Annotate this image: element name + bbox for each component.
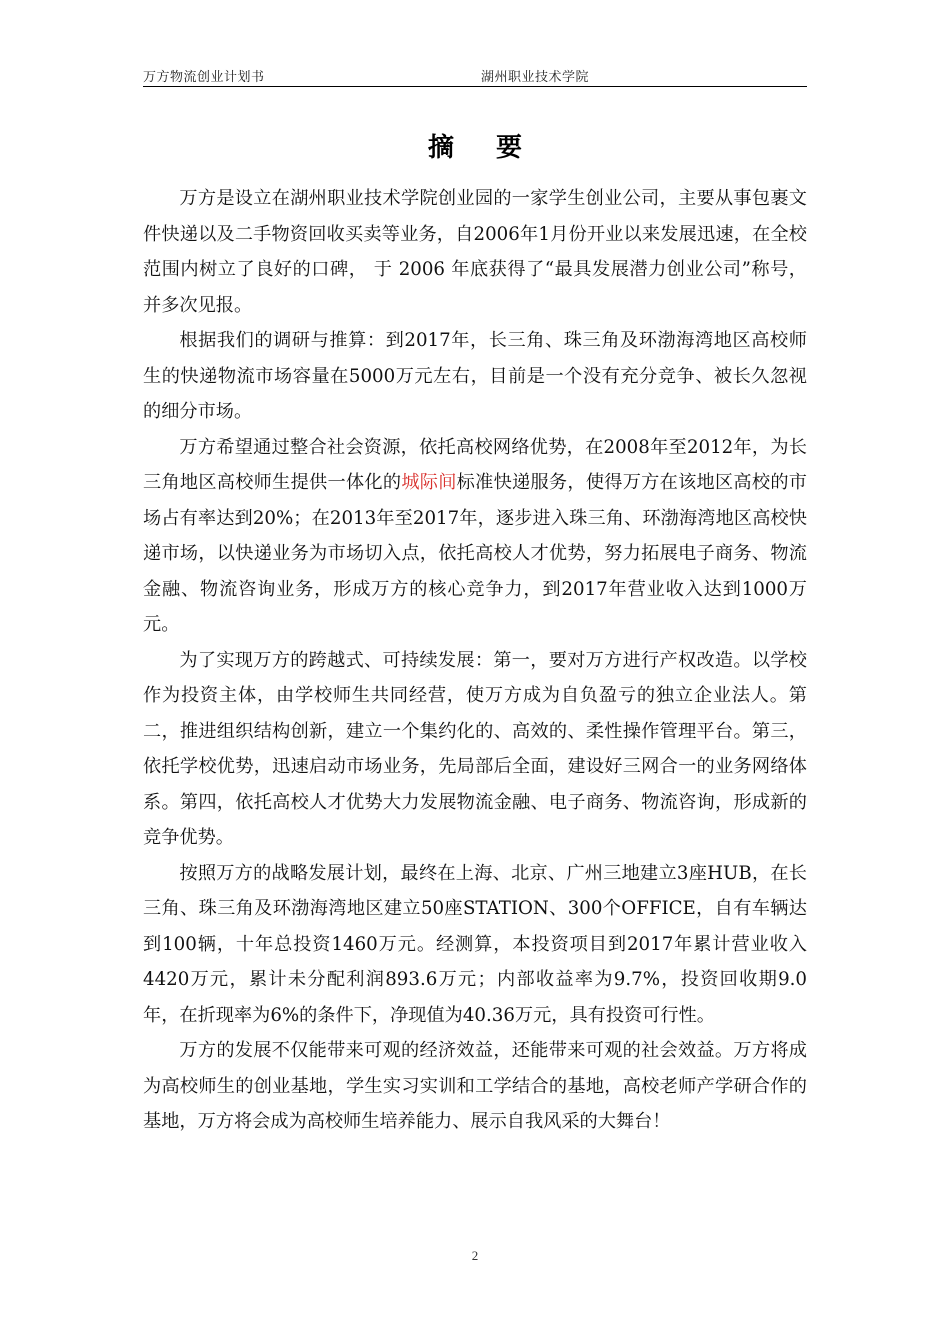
header-institution-name: 湖州职业技术学院 [481,70,590,85]
paragraph-social-benefit: 万方的发展不仅能带来可观的经济效益，还能带来可观的社会效益。万方将成为高校师生的创业基地，学生实习实训和工学结合的基地，高校老师产学研合作的基地，万方将会成为高校师生培养能力、展示自我风采的大舞台！ [143,1040,807,1132]
paragraph-development-plan [143,430,807,643]
paragraph-text-before: 万方希望通过整合社会资源，依托高校网络优势，在2008年至2012年，为长三角地区高校师生提供一体化的 [143,436,807,493]
paragraph-investment: 按照万方的战略发展计划，最终在上海、北京、广州三地建立3座HUB，在长三角、珠三角及环渤海湾地区建立50座STATION、300个OFFICE，自有车辆达到100辆，十年总投资1460万元。经测算，本投资项目到2017年累计营业收入4420万元，累计未分配利润893.6万元；内部收益率为9.7%，投资回收期9.0年，在折现率为6%的条件下，净现值为40.36万元，具有投资可行性。 [143,862,807,1026]
paragraph-strategy: 为了实现万方的跨越式、可持续发展：第一，要对万方进行产权改造。以学校作为投资主体，由学校师生共同经营，使万方成为自负盈亏的独立企业法人。第二，推进组织结构创新，建立一个集约化的、高效的、柔性操作管理平台。第三，依托学校优势，迅速启动市场业务，先局部后全面，建设好三网合一的业务网络体系。第四，依托高校人才优势大力发展物流金融、电子商务、物流咨询，形成新的竞争优势。 [143,649,807,848]
section-title: 摘要 [427,133,564,163]
page-number: 2 [471,1248,479,1263]
paragraph-company-intro: 万方是设立在湖州职业技术学院创业园的一家学生创业公司，主要从事包裹文件快递以及二手物资回收买卖等业务，自2006年1月份开业以来发展迅速，在全校范围内树立了良好的口碑， 于 2006 年底获得了“最具发展潜力创业公司”称号，并多次见报。 [143,188,807,316]
highlighted-term: 城际间 [401,472,457,493]
paragraph-market-research: 根据我们的调研与推算：到2017年，长三角、珠三角及环渤海湾地区高校师生的快递物流市场容量在5000万元左右，目前是一个没有充分竞争、被长久忽视的细分市场。 [143,330,807,422]
abstract-body [143,181,807,1140]
page-header [143,66,807,87]
header-document-title: 万方物流创业计划书 [143,70,265,85]
paragraph-text-after: 标准快递服务，使得万方在该地区高校的市场占有率达到20%；在2013年至2017年，逐步进入珠三角、环渤海湾地区高校快递市场，以快递业务为市场切入点，依托高校人才优势，努力拓展电子商务、物流金融、物流咨询业务，形成万方的核心竞争力，到2017年营业收入达到1000万元。 [143,472,807,635]
